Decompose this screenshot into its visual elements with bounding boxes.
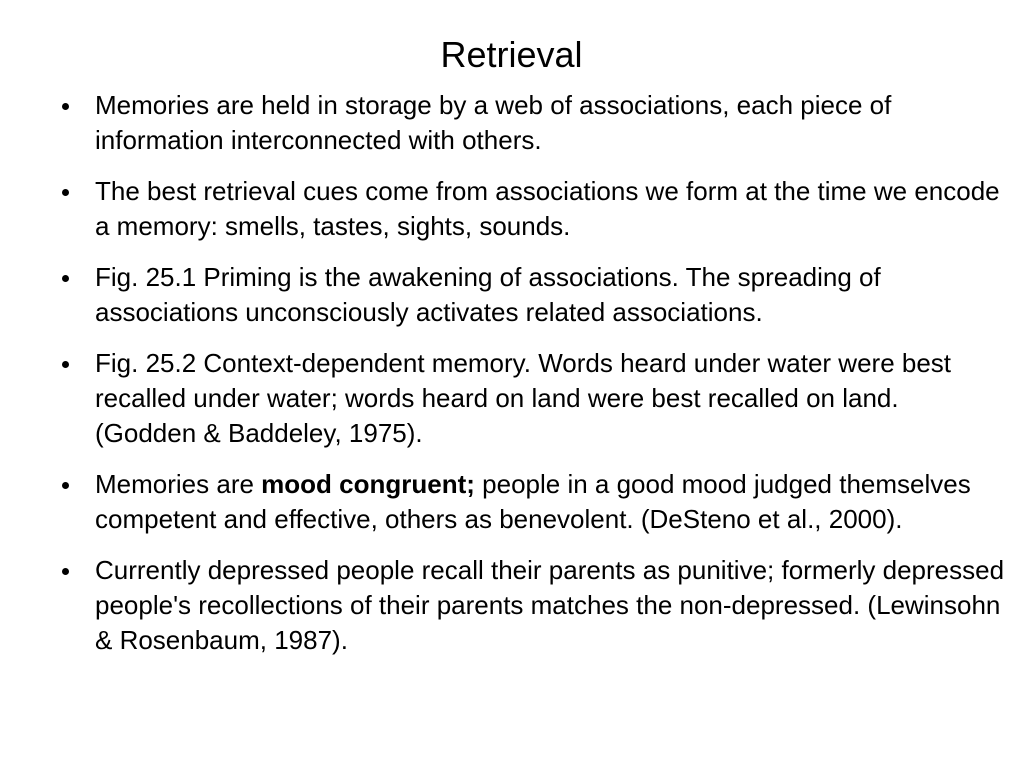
bullet-item bbox=[60, 553, 1005, 658]
bullet-text: Fig. 25.2 Context-dependent memory. Words heard under water were best recalled under water; words heard on land were best recalled on land. (Godden & Baddeley, 1975). bbox=[95, 348, 952, 448]
bullet-text: The best retrieval cues come from associations we form at the time we encode a memory: smells, tastes, sights, sounds. bbox=[95, 176, 1000, 241]
bullet-item bbox=[60, 88, 1005, 158]
bullet-text: Currently depressed people recall their parents as punitive; formerly depressed people's recollections of their parents matches the non-depressed. (Lewinsohn & Rosenbaum, 1987). bbox=[95, 555, 1005, 655]
bullet-text-before: Memories are bbox=[95, 469, 262, 499]
slide-title: Retrieval bbox=[440, 34, 583, 75]
bullet-text-bold: mood congruent; bbox=[261, 469, 475, 499]
bullet-item bbox=[60, 346, 1005, 451]
bullet-dot-icon bbox=[62, 275, 69, 282]
bullet-list bbox=[60, 88, 1005, 674]
bullet-text-after: people in a good mood judged themselves competent and effective, others as benevolent. (DeSteno et al., 2000). bbox=[95, 469, 971, 534]
bullet-text: Fig. 25.1 Priming is the awakening of associations. The spreading of associations unconsciously activates related associations. bbox=[95, 262, 881, 327]
bullet-item bbox=[60, 260, 1005, 330]
bullet-dot-icon bbox=[62, 189, 69, 196]
bullet-text: Memories are held in storage by a web of associations, each piece of information interconnected with others. bbox=[95, 90, 892, 155]
bullet-dot-icon bbox=[62, 482, 69, 489]
bullet-dot-icon bbox=[62, 361, 69, 368]
bullet-item bbox=[60, 467, 1005, 537]
bullet-dot-icon bbox=[62, 568, 69, 575]
bullet-dot-icon bbox=[62, 103, 69, 110]
bullet-item bbox=[60, 174, 1005, 244]
